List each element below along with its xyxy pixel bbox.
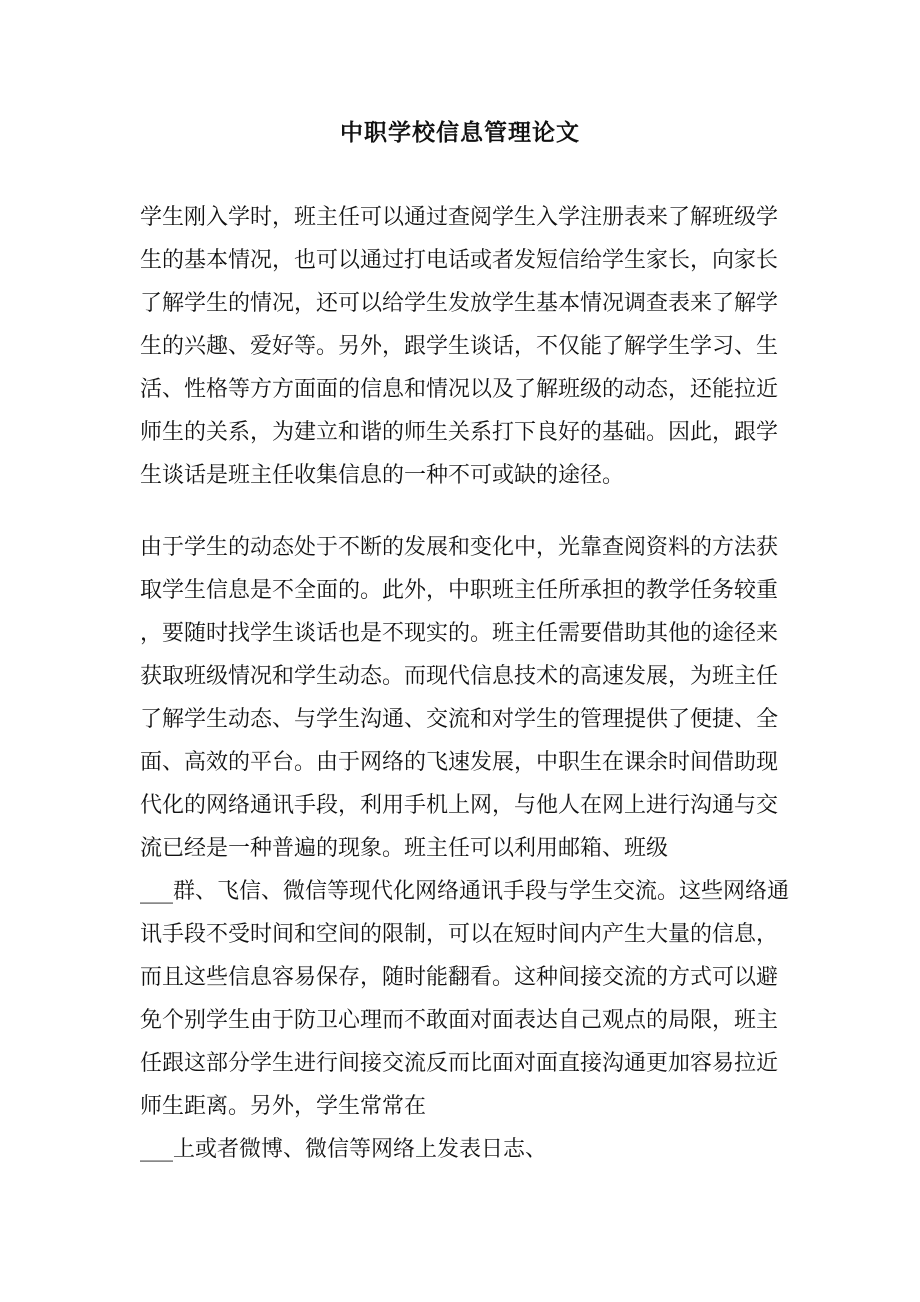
paragraph-2-line: ___上或者微博、微信等网络上发表日志、 — [140, 1137, 548, 1162]
paragraph-2-line: 面、高效的平台。由于网络的飞速发展，中职生在课余时间借助现 — [140, 750, 779, 775]
paragraph-2-line: 取学生信息是不全面的。此外，中职班主任所承担的教学任务较重 — [140, 578, 779, 603]
paragraph-2-line: 获取班级情况和学生动态。而现代信息技术的高速发展，为班主任 — [140, 664, 779, 689]
paragraph-2-line: ，要随时找学生谈话也是不现实的。班主任需要借助其他的途径来 — [140, 621, 779, 646]
paragraph-2-line: 了解学生动态、与学生沟通、交流和对学生的管理提供了便捷、全 — [140, 707, 779, 732]
paragraph-2-line: 任跟这部分学生进行间接交流反而比面对面直接沟通更加容易拉近 — [140, 1051, 779, 1076]
paragraph-1-line: 生谈话是班主任收集信息的一种不可或缺的途径。 — [140, 463, 625, 488]
paragraph-2-line: 代化的网络通讯手段，利用手机上网，与他人在网上进行沟通与交 — [140, 793, 779, 818]
paragraph-2-line: 讯手段不受时间和空间的限制，可以在短时间内产生大量的信息， — [140, 922, 779, 947]
paragraph-2-line: 由于学生的动态处于不断的发展和变化中，光靠查阅资料的方法获 — [140, 535, 779, 560]
paragraph-1-line: 生的基本情况，也可以通过打电话或者发短信给学生家长，向家长 — [140, 248, 779, 273]
paragraph-1-line: 了解学生的情况，还可以给学生发放学生基本情况调查表来了解学 — [140, 291, 779, 316]
paragraph-2-line: ___群、飞信、微信等现代化网络通讯手段与学生交流。这些网络通 — [140, 879, 790, 904]
document-title: 中职学校信息管理论文 — [340, 119, 580, 146]
paragraph-2-line: 师生距离。另外，学生常常在 — [140, 1094, 427, 1119]
paragraph-2-line: 免个别学生由于防卫心理而不敢面对面表达自己观点的局限，班主 — [140, 1008, 779, 1033]
paragraph-1-line: 学生刚入学时，班主任可以通过查阅学生入学注册表来了解班级学 — [140, 205, 779, 230]
paragraph-1-line: 师生的关系，为建立和谐的师生关系打下良好的基础。因此，跟学 — [140, 420, 779, 445]
paragraph-2-line: 流已经是一种普遍的现象。班主任可以利用邮箱、班级 — [140, 836, 669, 861]
paragraph-2-line: 而且这些信息容易保存，随时能翻看。这种间接交流的方式可以避 — [140, 965, 779, 990]
paragraph-1-line: 生的兴趣、爱好等。另外，跟学生谈话，不仅能了解学生学习、生 — [140, 334, 779, 359]
paragraph-1-line: 活、性格等方方面面的信息和情况以及了解班级的动态，还能拉近 — [140, 377, 779, 402]
